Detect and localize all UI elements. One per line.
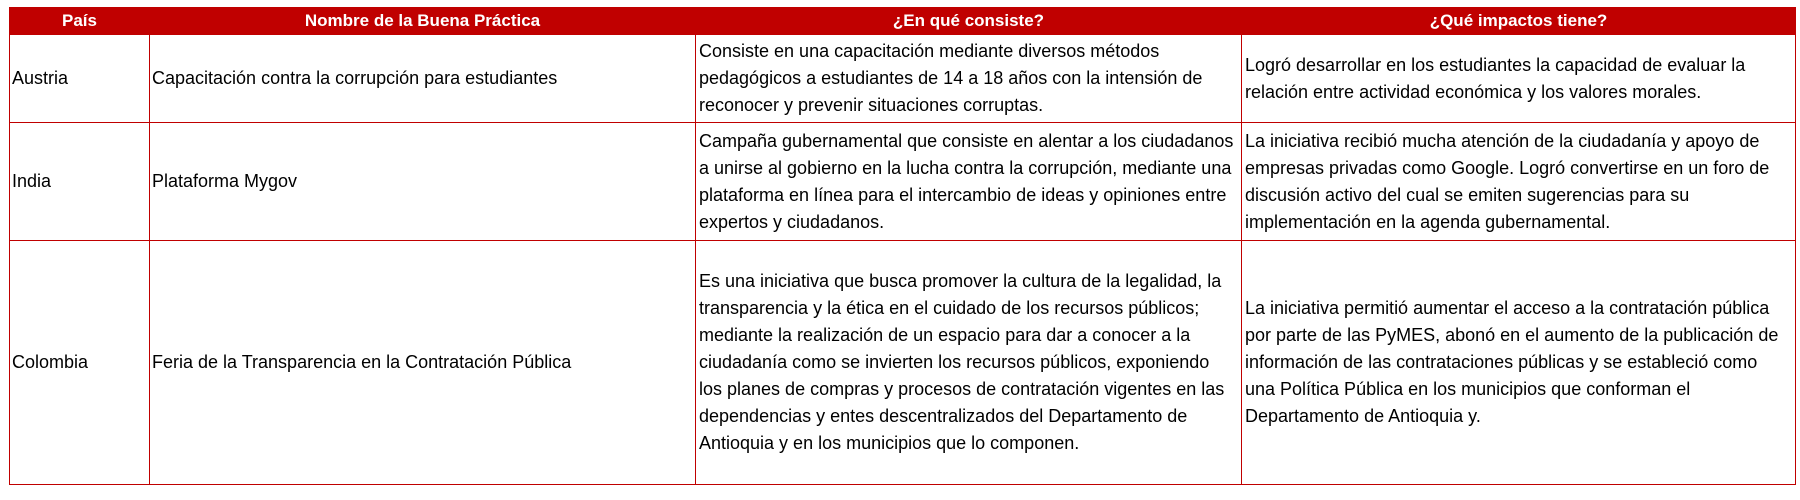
table-row [10, 123, 1796, 241]
cell-nombre[interactable]: Plataforma Mygov [150, 123, 696, 241]
cell-impactos[interactable]: La iniciativa recibió mucha atención de la ciudadanía y apoyo de empresas privadas como Google. Logró convertirse en un foro de discusión activo del cual se emiten sugerencias para su implementación en la agenda gubernamental. [1242, 123, 1796, 241]
table-row [10, 35, 1796, 123]
cell-consiste[interactable]: Campaña gubernamental que consiste en alentar a los ciudadanos a unirse al gobierno en la lucha contra la corrupción, mediante una plataforma en línea para el intercambio de ideas y opiniones entre expertos y ciudadanos. [696, 123, 1242, 241]
table-header [10, 8, 1796, 35]
cell-pais[interactable]: Austria [10, 35, 150, 123]
cell-consiste[interactable]: Consiste en una capacitación mediante diversos métodos pedagógicos a estudiantes de 14 a 18 años con la intensión de reconocer y prevenir situaciones corruptas. [696, 35, 1242, 123]
cell-impactos[interactable]: Logró desarrollar en los estudiantes la capacidad de evaluar la relación entre actividad económica y los valores morales. [1242, 35, 1796, 123]
header-pais[interactable]: País [10, 8, 150, 35]
spreadsheet-area [9, 7, 1796, 485]
header-nombre[interactable]: Nombre de la Buena Práctica [150, 8, 696, 35]
cell-pais[interactable]: India [10, 123, 150, 241]
best-practices-table [9, 7, 1796, 485]
table-body [10, 35, 1796, 485]
cell-impactos[interactable]: La iniciativa permitió aumentar el acceso a la contratación pública por parte de las PyMES, abonó en el aumento de la publicación de información de las contrataciones públicas y se estableció como una Política Pública en los municipios que conforman el Departamento de Antioquia y. [1242, 241, 1796, 485]
table-row [10, 241, 1796, 485]
header-consiste[interactable]: ¿En qué consiste? [696, 8, 1242, 35]
cell-pais[interactable]: Colombia [10, 241, 150, 485]
cell-nombre[interactable]: Feria de la Transparencia en la Contratación Pública [150, 241, 696, 485]
header-row [10, 8, 1796, 35]
cell-consiste[interactable]: Es una iniciativa que busca promover la cultura de la legalidad, la transparencia y la ética en el cuidado de los recursos públicos; mediante la realización de un espacio para dar a conocer a la ciudadanía como se invierten los recursos públicos, exponiendo los planes de compras y procesos de contratación vigentes en las dependencias y entes descentralizados del Departamento de Antioquia y en los municipios que lo componen. [696, 241, 1242, 485]
header-impactos[interactable]: ¿Qué impactos tiene? [1242, 8, 1796, 35]
cell-nombre[interactable]: Capacitación contra la corrupción para estudiantes [150, 35, 696, 123]
